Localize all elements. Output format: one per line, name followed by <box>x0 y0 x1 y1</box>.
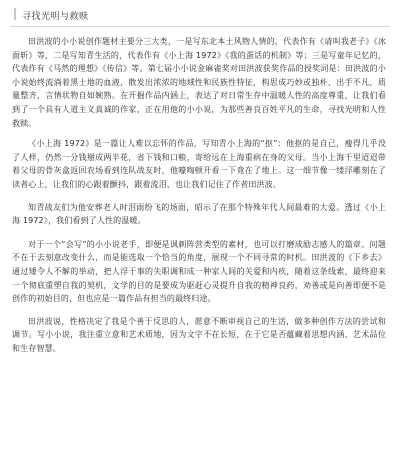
article-paragraph: 对于一个“会写”的小小说老手，即便是讽刺阵营类型的素材，也可以打磨成励志感人的篇章。问题不在于去刻意改变什么，而是能选取一个恰当的角度，展现一个不同寻常的时机。田洪波的《下乡去》通过矮令人不解的举动，把人浮于事的失职调和成一种家人间的关爱和内疚，随着这条线索，最终迎来一个彻底重塑自我的契机，文学的目的是要成为驱赶心灵提升自我的精神良药，劝善或是向善即便不是创作的初始目的，但也应是一篇作品有担当的最终归途。 <box>12 239 386 304</box>
article-paragraph: 知青战友们为他安葬老人时泪雨纷飞的场面，昭示了在那个特殊年代人间最难的大爱。透过《小上海 1972》，我们看到了人性的温暖。 <box>12 202 386 226</box>
article-paragraph: 《小上海 1972》是一篇让人难以忘怀的作品，写知青小上海的“抠”：他抠的是自己，瘦得几乎没了人样，仍然一分钱掰成两半花，省下钱和口粮，寄给远在上海重病在身的父母。当小上海千里迢迢带着父母的骨灰盒返回农场看到连队战友时，他嚎啕顿开看一下竟在了地上。这一细节像一缕浮雕刻在了读者心上，让我们的心跟着颤抖，跟着流泪，也让我们记住了作者田洪波。 <box>12 139 386 189</box>
article-paragraph: 田洪波说，性格决定了我是个善于反思的人，愿意不断审视自己的生活，做多种创作方法的尝试和调节。写小小说，我注重立意和艺术质地，因为文字不在长短，在于它是否蕴藏着思想内涵、艺术品位和生存智慧。 <box>12 316 386 353</box>
article-header <box>10 4 390 27</box>
title-accent-bar <box>14 8 16 20</box>
article-title: 寻找光明与救赎 <box>22 12 89 22</box>
article-body <box>12 35 386 355</box>
article-paragraph: 田洪波的小小说创作题材主要分三大类，一是写东北本土风物人情的，代表作有《请叫我老子》《冰面斩》等，二是写知青生活的，代表作有《小上海 1972》《我的蛋话的机制》等；三是写童年记忆的，代表作有《马然的理想》《传信》等。第七届小小说金麻雀奖对田洪波获奖作品的授奖词是：田洪波的小小说始终流淌着黑土地的血液，散发出浓浓的地域性和民族性特征，构思成巧妙或独朴、出手不凡，质量整齐，言情状物自如婉熟。在开掘作品内涵上，表达了对日常生存中温暖人性的高度尊重，让我们看到了一个具有人道主义真诚的作家，正在用他的小小说，为那些善良百姓平凡的生命，寻找光明和人性救赎。 <box>12 37 386 128</box>
